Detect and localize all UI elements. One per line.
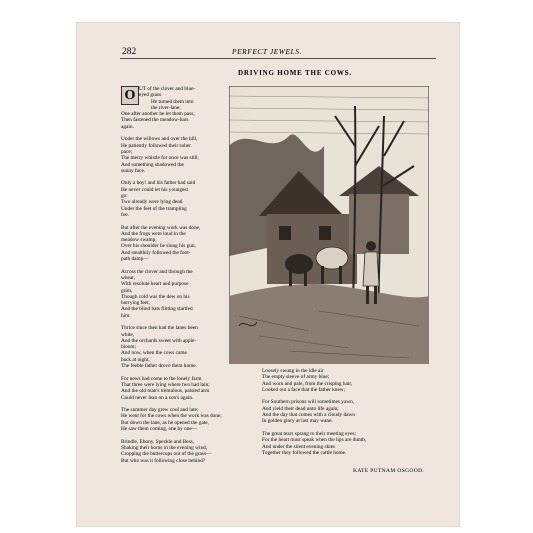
poem-line: Though cold was the dew on his [121,293,190,300]
poem-line: path damp— [121,256,149,263]
poem-line: With resolute heart and purpose [121,281,189,288]
poem-line: And now, when the cows came [121,350,187,357]
poem-line: eyed grass [139,92,162,99]
poem-line: again. [121,123,134,130]
poem-line: He turned them into [151,98,194,105]
poem-line: For news had come to the lonely farm [121,375,202,382]
poem-line: For the heart must speak when the lips are dumb, [262,437,367,444]
poem-line: Could never lean on a son's again. [121,394,194,401]
author-signature: KATE PUTNAM OSGOOD. [353,468,425,474]
poem-line: And the old man's tremulous, palsied arm [121,388,210,395]
poem-line: wheat, [121,274,135,281]
poem-line: Under the feet of the trampling [121,205,187,212]
poem-line: go: [121,193,128,200]
poem-line: In golden glory at last may wane. [262,418,333,425]
engraving-illustration [229,86,429,364]
poem-line: The great tears sprang to their meeting eyes; [262,430,356,437]
poem-line: meadow swamp, [121,237,157,244]
poem-line: Two already were lying dead [121,199,183,206]
poem-line: But down the lane, as he opened the gate, [121,419,209,426]
poem-line: Cropping the buttercups out of the grass— [121,451,212,458]
poem-line: And the day that comes with a cloudy dawn [262,412,355,419]
poem-line: For Southern prisons will sometimes yawn, [262,399,355,406]
page-number: 282 [122,47,137,57]
poem-line: white, [121,331,135,338]
poem-line: He patiently followed their sober [121,142,192,149]
poem-line: But who was it following close behind? [121,457,206,464]
poem-line: grim, [121,287,133,294]
poem-line: One after another he let them pass, [121,111,195,118]
running-title: PERFECT JEWELS. [232,47,302,56]
poem-title: DRIVING HOME THE COWS. [238,69,352,77]
poem-line: But after the evening work was done, [121,224,201,231]
poem-line: He never could let his youngest [121,186,188,193]
poem-line: And the orchards sweet with apple- [121,337,197,344]
poem-line: Brindle, Ebony, Speckle and Bess, [121,438,195,445]
poem-line: And worn and pale, from the crisping hair, [262,380,353,387]
poem-line: bloom; [121,344,137,351]
poem-line: hurrying feet, [121,300,150,307]
poem-line: foe. [121,211,130,218]
poem-line: Over his shoulder he slung his gun, [121,243,196,250]
poem-line: UT of the clover and blue- [139,86,196,92]
poem-line: And stealthily followed the foot- [121,249,191,256]
poem-line: Across the clover and through the [121,268,193,275]
header-rule [120,58,436,59]
poem-line: Then fastened the meadow-bars [121,117,189,124]
poem-line: And something shadowed the [121,161,184,168]
poem-line: And yield their dead unto life again; [262,405,339,412]
poem-line: The feeble father drove them home. [121,363,197,370]
poem-line: That three were lying where two had lain; [121,381,210,388]
poem-line: back at night, [121,356,150,363]
poem-line: And the blind bats flitting startled [121,306,193,313]
poem-line: Together they followed the cattle home. [262,449,347,456]
right-column-text [262,368,366,456]
poem-line: sunny face. [121,167,146,174]
poem-line: Only a boy! and his father had said [121,180,196,187]
poem-line: The empty sleeve of army blue; [262,374,330,381]
poem-line: pace; [121,148,133,155]
poem-line: And the frogs were loud in the [121,230,186,237]
poem-line: Thrice since then had the lanes been [121,325,198,332]
poem-line: Looked out a face that the father knew; [262,386,346,393]
poem-line: The merry whistle for once was still, [121,155,199,162]
poem-line: He went for the cows when the work was done; [121,413,222,420]
left-column-text [121,86,222,464]
poem-line: Loosely swung in the idle air [262,368,324,374]
poem-line: Under the willows and over the hill, [121,136,198,143]
poem-line: Shaking their horns in the evening wind, [121,444,208,451]
poem-line: him. [121,312,131,319]
poem-line: the river-lane; [151,104,181,111]
poem-line: The summer day grew cool and late; [121,407,199,414]
poem-line: And under the silent evening skies [262,443,336,450]
poem-line: He saw them coming, one by one— [121,426,198,433]
drop-cap: O [121,86,139,105]
